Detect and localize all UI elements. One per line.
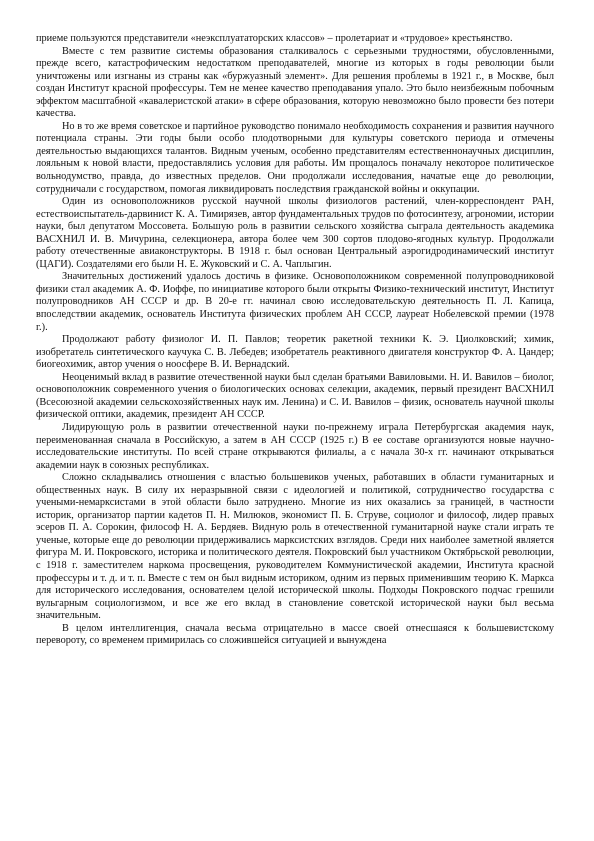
paragraph: Значительных достижений удалось достичь в физике. Основоположником современной полупроводниковой физики стал академик А. Ф. Иоффе, по инициативе которого были открыты Физико-технический институт, Институт полупроводников АН СССР и др. В 20-е гг. начинал свою исследовательскую деятельность П. Л. Капица, впоследствии академик, основатель Института физических проблем АН СССР, лауреат Нобелевской премии (1978 г.). [36,271,554,333]
paragraph: Вместе с тем развитие системы образования сталкивалось с серьезными трудностями, обусловленными, прежде всего, катастрофическим недостатком преподавателей, многие из которых в годы революции были уничтожены или изгнаны из страны как «буржуазный элемент». Для решения проблемы в 1921 г., в Москве, был создан Институт красной профессуры. Тем не менее качество преподавания упало. Это было неизбежным побочным эффектом масштабной «кавалеристской атаки» в сфере образования, которую невозможно было провести без потери качества. [36,45,554,120]
paragraph: Сложно складывались отношения с властью большевиков ученых, работавших в области гуманитарных и общественных наук. В силу их неразрывной связи с идеологией и политикой, сотрудничество государства с учеными-немарксистами в этой области было затруднено. Многие из них оказались за границей, в частности историк, организатор партии кадетов П. Н. Милюков, экономист П. Б. Струве, социолог и философ, лидер правых эсеров П. А. Сорокин, философ Н. А. Бердяев. Видную роль в отечественной гуманитарной науке стали играть те ученые, которые еще до революции придерживались марксистских взглядов. Среди них наиболее заметной является фигура М. И. Покровского, историка и политического деятеля. Покровский был участником Октябрьской революции, с 1918 г. заместителем наркома просвещения, руководителем Коммунистической академии, Института красной профессуры и т. д. и т. п. Вместе с тем он был видным историком, одним из первых применившим теорию К. Маркса для исторического исследования, основателем целой исторической школы. Подходы Покровского подчас грешили вульгарным социологизмом, и все же его вклад в становление советской исторической науки был весьма значительным. [36,472,554,622]
paragraph: Один из основоположников русской научной школы физиологов растений, член-корреспондент РАН, естествоиспытатель-дарвинист К. А. Тимирязев, автор фундаментальных трудов по фотосинтезу, агрономии, истории науки, был депутатом Моссовета. Большую роль в развитии сельского хозяйства сыграла деятельность академика ВАСХНИЛ И. В. Мичурина, селекционера, автора более чем 300 сортов плодово-ягодных культур. Продолжали работу отечественные авиаконструкторы. В 1918 г. был основан Центральный аэрогидродинамический институт (ЦАГИ). Создателями его были Н. Е. Жуковский и С. А. Чаплыгин. [36,196,554,270]
paragraph: Неоценимый вклад в развитие отечественной науки был сделан братьями Вавиловыми. Н. И. Вавилов – биолог, основоположник современного учения о биологических основах селекции, академик, первый президент ВАСХНИЛ (Всесоюзной академии сельскохозяйственных наук им. Ленина) и С. И. Вавилов – физик, основатель научной школы физической оптики, академик, президент АН СССР. [36,371,554,421]
paragraph: В целом интеллигенция, сначала весьма отрицательно в массе своей отнесшаяся к большевистскому перевороту, со временем примирилась со сложившейся ситуацией и вынуждена [36,622,554,647]
paragraph: Продолжают работу физиолог И. П. Павлов; теоретик ракетной техники К. Э. Циолковский; химик, изобретатель синтетического каучука С. В. Лебедев; изобретатель реактивного двигателя конструктор Ф. А. Цандер; биогеохимик, автор учения о ноосфере В. И. Вернадский. [36,334,554,371]
paragraph: Лидирующую роль в развитии отечественной науки по-прежнему играла Петербургская академия наук, переименованная сначала в Российскую, а затем в АН СССР (1925 г.) В ее составе организуются новые научно-исследовательские институты. По всей стране открываются филиалы, а с начала 30-х гг. начинают открываться академии наук в союзных республиках. [36,421,554,471]
paragraph: Но в то же время советское и партийное руководство понимало необходимость сохранения и развития научного потенциала страны. Эти годы были особо плодотворными для культуры советского периода и отмечены деятельностью выдающихся талантов. Видным ученым, особенно представителям естественнонаучных дисциплин, лояльным к новой власти, предоставлялись условия для работы. Им прощалось поначалу некоторое политическое вольнодумство, правда, до известных пределов. Они продолжали исследования, начатые еще до революции, сотрудничали с государством, помогая ликвидировать последствия гражданской войны и оккупации. [36,120,554,195]
paragraph: приеме пользуются представители «неэксплуататорских классов» – пролетариат и «трудовое» крестьянство. [36,33,513,44]
